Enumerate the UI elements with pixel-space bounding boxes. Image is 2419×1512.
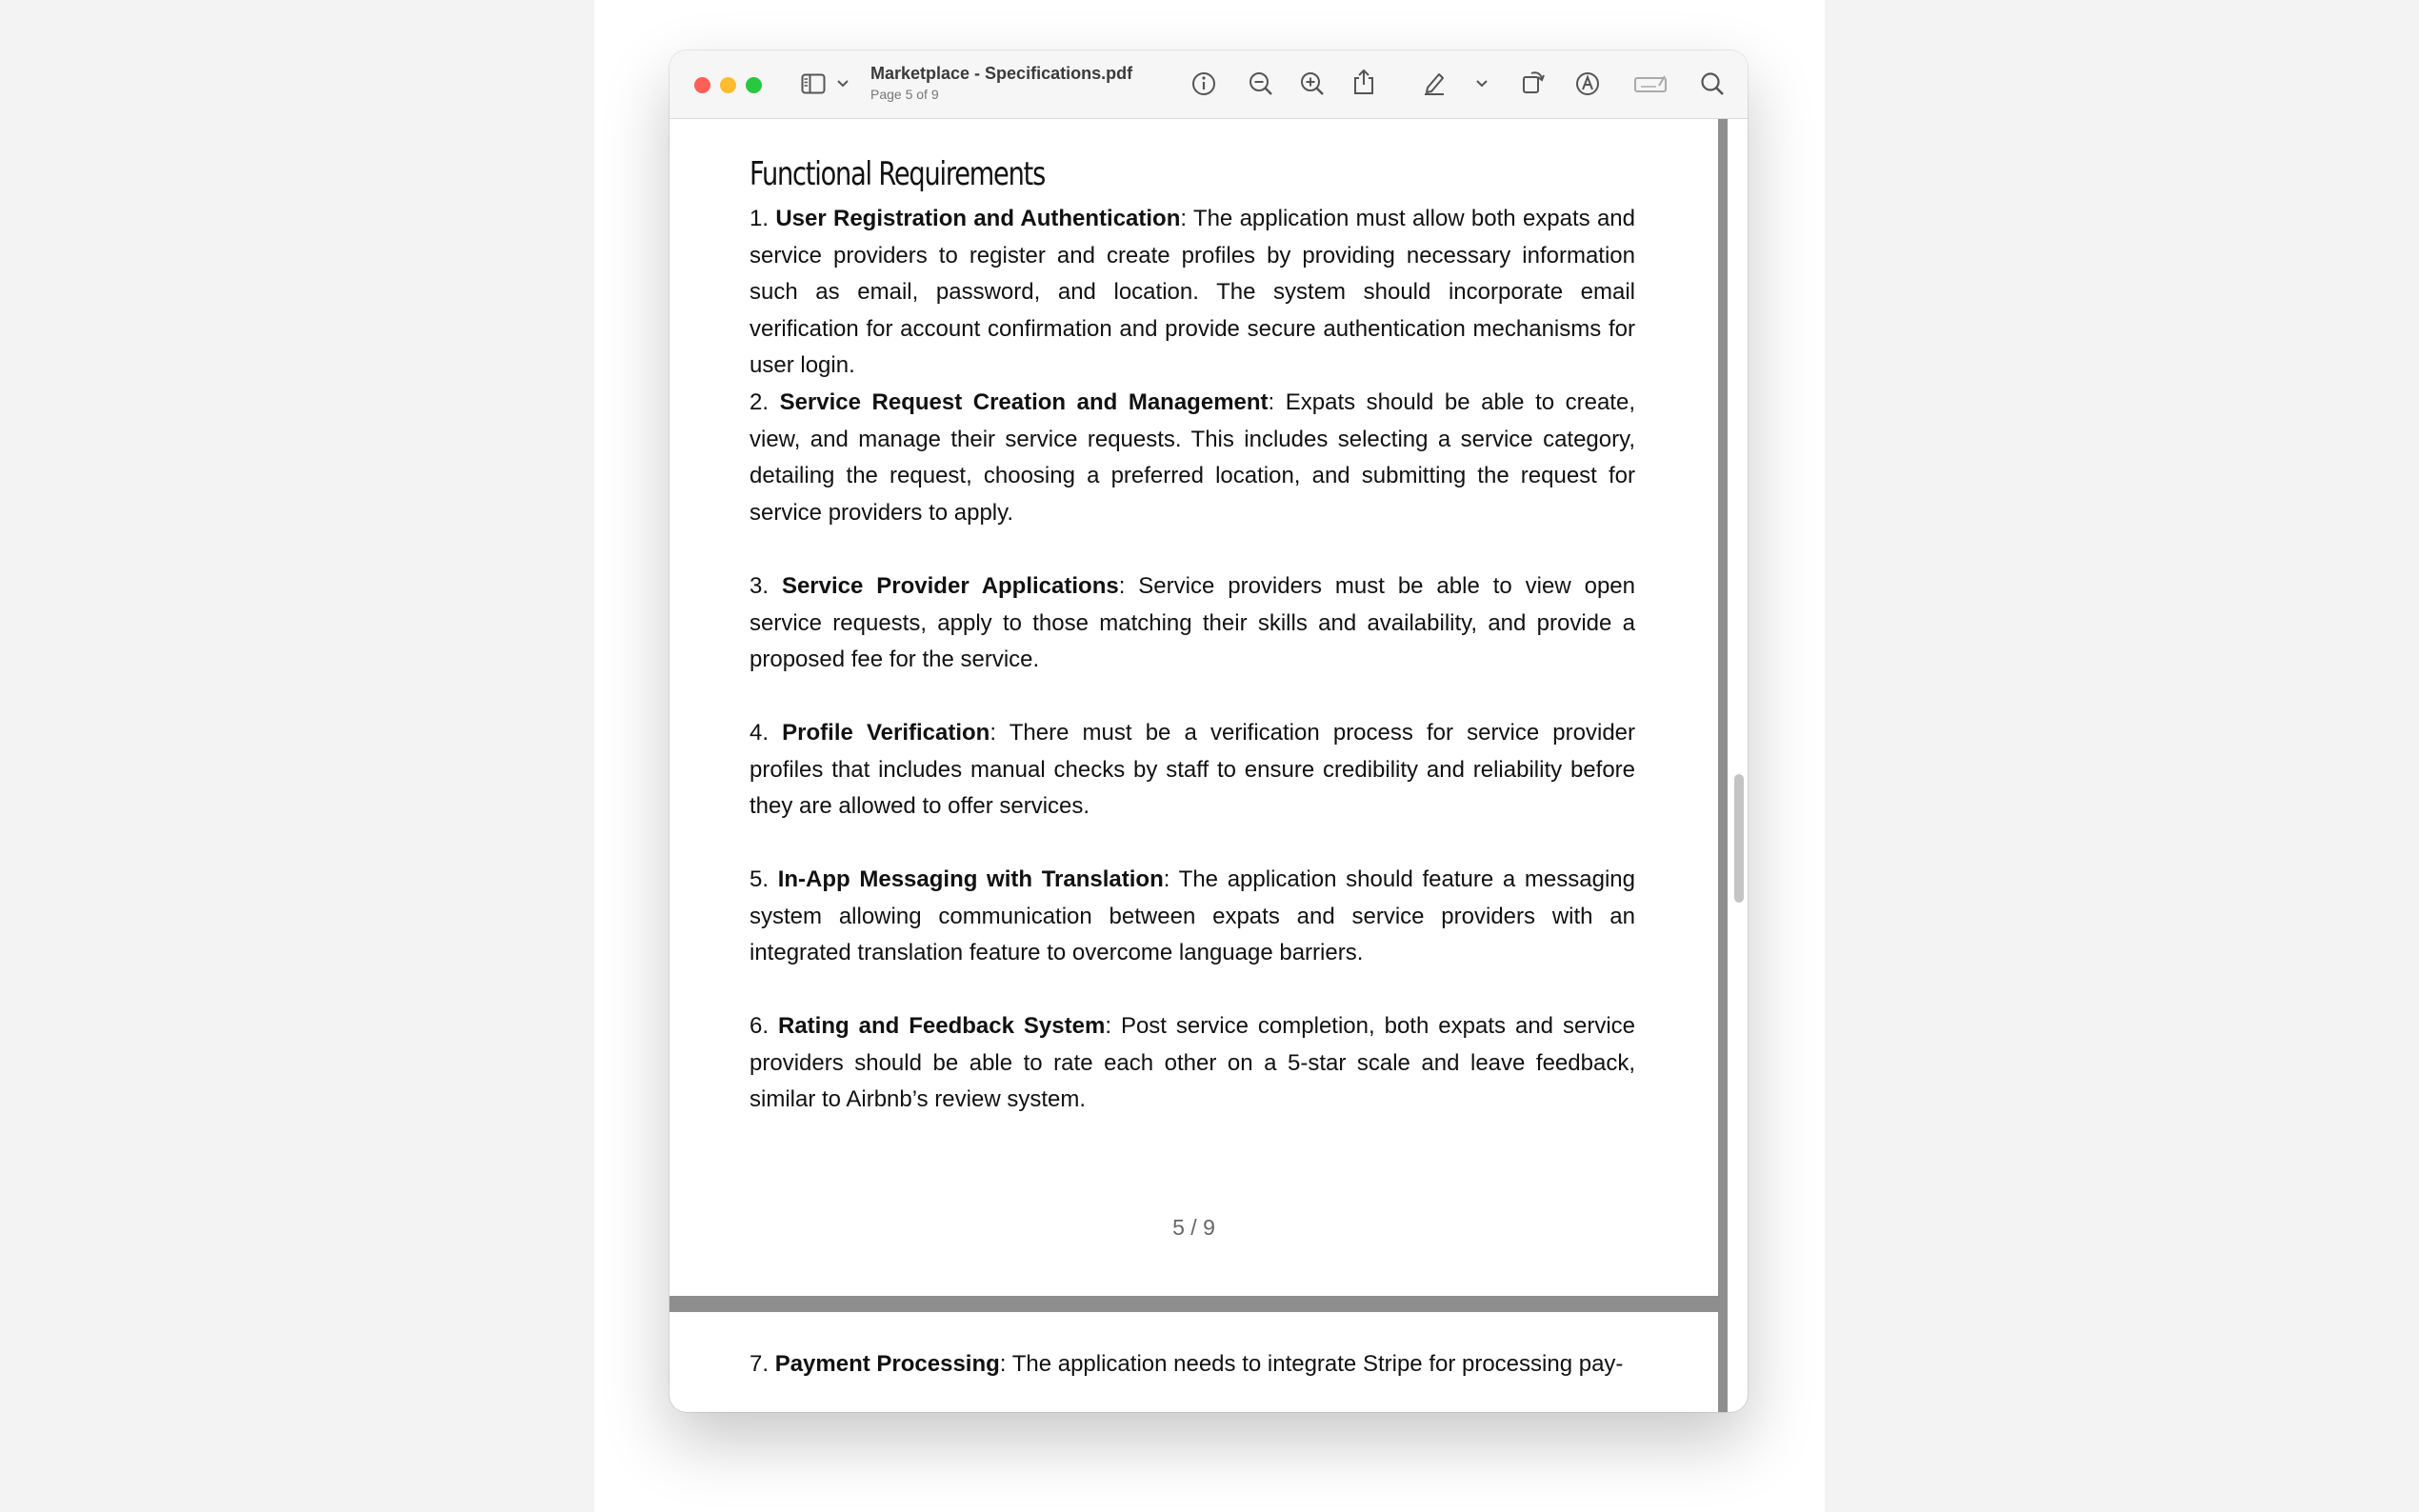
document-title: Marketplace - Specifications.pdf: [870, 64, 1133, 83]
rotate-icon[interactable]: [1521, 69, 1546, 95]
requirement-item: 1. User Registration and Authentication: The application must allow both expats and service providers to register and create profiles by providing necessary information such as email, password, and location. The system should incorporate email verification for account confirmation and provide secure authentication mechanisms for user login.: [750, 206, 1636, 378]
sidebar-menu-chevron-down-icon[interactable]: [836, 78, 850, 90]
section-title: Functional Requirements: [750, 155, 1046, 193]
page-number: 5 / 9: [1172, 1215, 1215, 1240]
scrollbar-thumb[interactable]: [1734, 774, 1744, 903]
highlight-menu-chevron-down-icon[interactable]: [1475, 78, 1489, 90]
requirement-item: 7. Payment Processing: The application needs to integrate Stripe for processing pay-: [750, 1351, 1624, 1377]
requirement-item: 6. Rating and Feedback System: Post service completion, both expats and service providers should be able to rate each other on a 5-star scale and leave feedback, similar to Airbnb’s review system.: [750, 1013, 1635, 1112]
requirement-item: 2. Service Request Creation and Management: Expats should be able to create, view, and manage their service requests. This includes selecting a service category, detailing the request, choosing a preferred location, and submitting the request for service providers to apply.: [750, 389, 1635, 526]
minimize-button[interactable]: [720, 77, 736, 93]
close-button[interactable]: [694, 77, 710, 93]
search-icon[interactable]: [1699, 70, 1726, 97]
maximize-button[interactable]: [746, 77, 762, 93]
highlight-pen-icon[interactable]: [1421, 70, 1448, 96]
requirement-item: 5. In-App Messaging with Translation: The application should feature a messaging system allowing communication between expats and service providers with an integrated translation feature to overcome language barriers.: [750, 866, 1635, 965]
scrollbar-track[interactable]: [1718, 119, 1748, 1412]
preview-window: [670, 50, 1748, 1412]
form-fill-icon[interactable]: [1633, 73, 1668, 94]
sidebar-icon[interactable]: [801, 73, 826, 94]
zoom-out-icon[interactable]: [1248, 70, 1274, 97]
page-indicator: Page 5 of 9: [870, 87, 939, 102]
pdf-page: [670, 119, 1718, 1296]
pdf-page: [670, 1312, 1718, 1412]
share-icon[interactable]: [1351, 68, 1376, 96]
requirement-item: 4. Profile Verification: There must be a verification process for service provider profiles that includes manual checks by staff to ensure credibility and reliability before they are allowed to offer services.: [750, 720, 1636, 819]
info-icon[interactable]: [1190, 70, 1217, 97]
markup-icon[interactable]: [1574, 70, 1601, 97]
requirement-item: 3. Service Provider Applications: Service providers must be able to view open service requests, apply to those matching their skills and availability, and provide a proposed fee for the service.: [750, 573, 1636, 672]
toolbar: [670, 50, 1748, 119]
document-viewport[interactable]: [670, 119, 1748, 1412]
zoom-in-icon[interactable]: [1299, 70, 1326, 97]
